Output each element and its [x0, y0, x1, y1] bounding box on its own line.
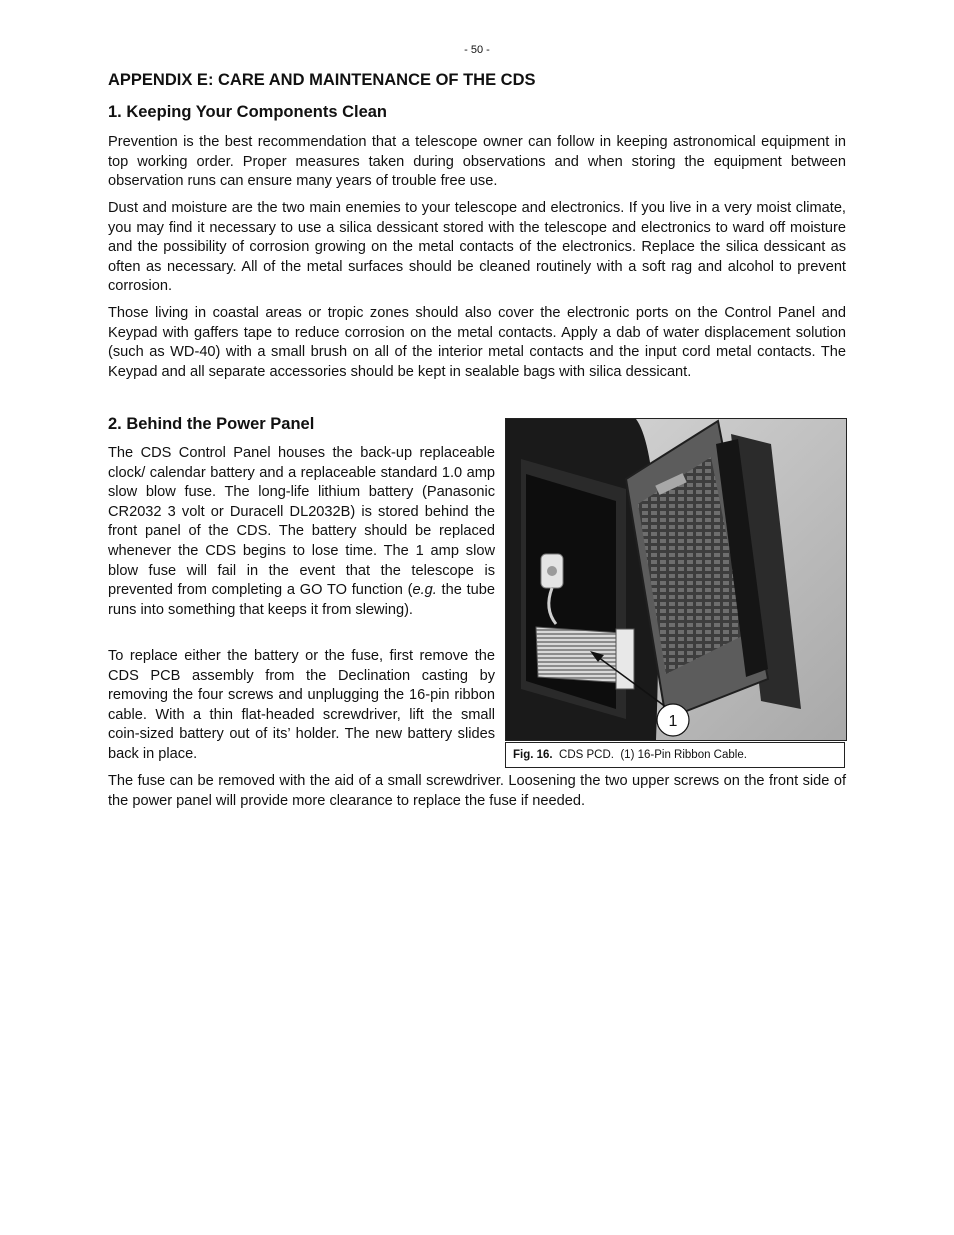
paragraph-coastal-areas: Those living in coastal areas or tropic zones should also cover the electronic ports on the Control Panel and Keypad with gaffers tape to reduce corrosion on the metal contacts. Apply a dab of water displacement solution (such as WD-40) with a small brush on all of the interior metal contacts and the input cord metal contacts. The Keypad and all separate accessories should be kept in sealable bags with silica dessicant.: [108, 305, 846, 380]
callout-number: 1: [668, 713, 678, 730]
paragraph-dust-moisture: Dust and moisture are the two main enemies to your telescope and electronics. If you live in a very moist climate, you may find it necessary to use a silica dessicant stored with the telescope and electronics to ward off moisture and the possibility of corrosion growing on the metal contacts of the electronics. Replace the silica dessicant as often as necessary. All of the metal surfaces should be cleaned routinely with a soft rag and alcohol to prevent corrosion.: [108, 200, 846, 295]
paragraph-fuse-removal: The fuse can be removed with the aid of a small screwdriver. Loosening the two upper screws on the front side of the power panel will provide more clearance to replace the fuse if needed.: [108, 773, 846, 809]
section-heading-power-panel: 2. Behind the Power Panel: [108, 415, 315, 433]
paragraph-replace-battery: To replace either the battery or the fuse, first remove the CDS PCB assembly from the Declination casting by removing the four screws and unplugging the 16-pin ribbon cable. With a thin flat-headed screwdriver, lift the small coin-sized battery out of its’ holder. The new battery slides back in place.: [108, 648, 495, 762]
ribbon-connector: [616, 629, 634, 689]
appendix-title: APPENDIX E: CARE AND MAINTENANCE OF THE CDS: [108, 71, 536, 89]
cds-pcb-photo: [506, 419, 846, 740]
coin-battery: [547, 566, 557, 576]
paragraph-control-panel-eg: e.g.: [412, 582, 437, 599]
paragraph-prevention: Prevention is the best recommendation that a telescope owner can follow in keeping astronomical equipment in top working order. Proper measures taken during observations and when storing the equipment between observation runs can ensure many years of trouble free use.: [108, 134, 846, 190]
paragraph-control-panel-text-a: The CDS Control Panel houses the back-up replaceable clock/ calendar battery and a replaceable standard 1.0 amp slow blow fuse. The long-life lithium battery (Panasonic CR2032 3 volt or Duracell DL2032B) is stored behind the front panel of the CDS. The battery should be replaced whenever the CDS begins to lose time. The 1 amp slow blow fuse will fail in the event that the telescope is prevented from completing a GO TO function (: [108, 445, 495, 599]
ribbon-cable: [536, 627, 624, 683]
page-number: - 50 -: [464, 44, 490, 56]
figure-caption-label: Fig. 16.: [513, 749, 553, 761]
paragraph-control-panel: [108, 444, 495, 620]
paragraph-control-panel-text-b: the tube runs into something that keeps it from slewing).: [108, 582, 495, 618]
figure-caption-text: CDS PCD. (1) 16-Pin Ribbon Cable.: [552, 749, 747, 761]
figure-photo: [505, 418, 847, 741]
figure-caption: [505, 742, 845, 768]
section-heading-keeping-clean: 1. Keeping Your Components Clean: [108, 103, 388, 121]
